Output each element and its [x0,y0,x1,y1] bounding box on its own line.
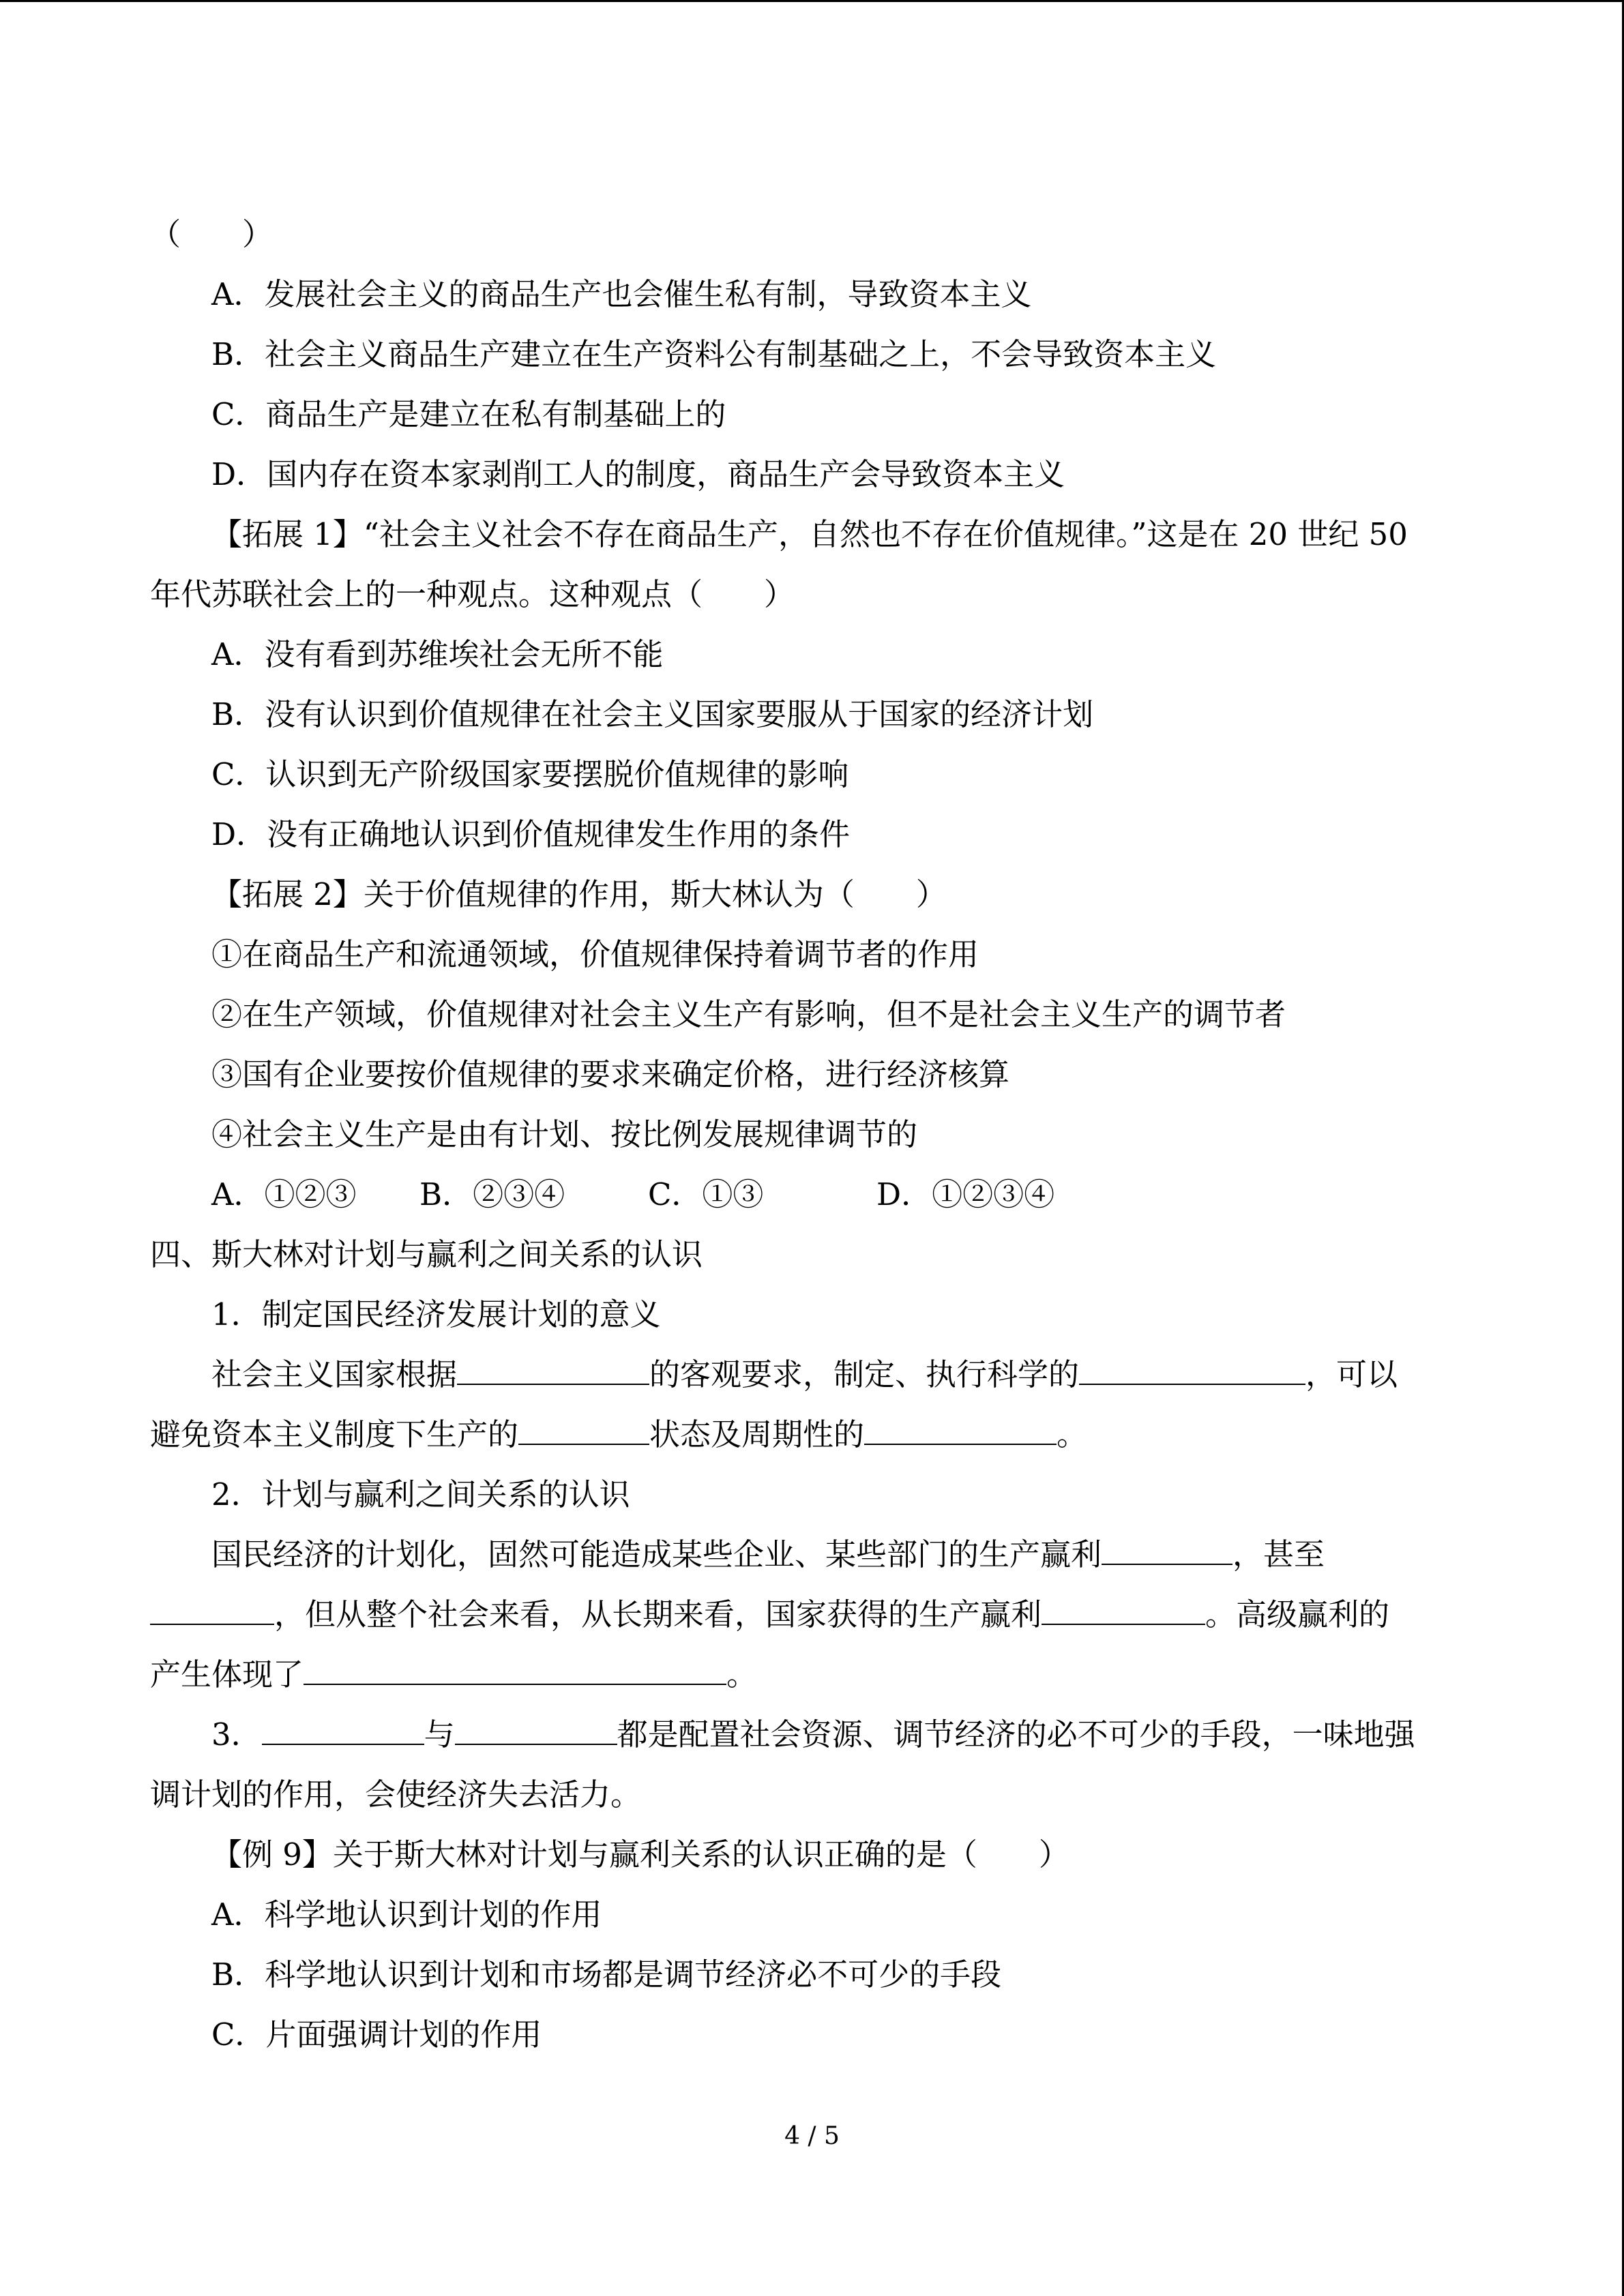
fill-in-paragraph-2-cont: ，但从整个社会来看，从长期来看，国家获得的生产赢利 。高级赢利的 [150,1585,1480,1645]
ex9-option-a: A．科学地认识到计划的作用 [211,1896,602,1933]
ext2-item-2: ②在生产领域，价值规律对社会主义生产有影响，但不是社会主义生产的调节者 [211,996,1286,1032]
fill-in-paragraph-2: 国民经济的计划化，固然可能造成某些企业、某些部门的生产赢利 ，甚至 [150,1525,1480,1585]
fill-in-paragraph-1-cont: 避免资本主义制度下生产的 状态及周期性的 。 [150,1405,1480,1465]
option-c: C．商品生产是建立在私有制基础上的 [211,396,726,432]
ext2-item-4: ④社会主义生产是由有计划、按比例发展规律调节的 [211,1116,918,1152]
ext1-option-a: A．没有看到苏维埃社会无所不能 [211,636,664,672]
blank-5[interactable] [1102,1530,1232,1565]
ext2-choice-c: C．①③ [648,1176,764,1212]
blank-8[interactable] [304,1650,726,1685]
ex9-option-b: B．科学地认识到计划和市场都是调节经济必不可少的手段 [211,1956,1002,1993]
extension-2-stem: 【拓展 2】关于价值规律的作用，斯大林认为（ ） [211,876,947,912]
ext2-choice-a: A．①②③ [211,1176,357,1212]
blank-2[interactable] [1079,1350,1305,1385]
ext2-item-1: ①在商品生产和流通领域，价值规律保持着调节者的作用 [211,936,979,972]
blank-6[interactable] [150,1590,274,1625]
blank-4[interactable] [864,1410,1057,1445]
ext2-choice-d: D．①②③④ [876,1176,1055,1212]
ext2-item-3: ③国有企业要按价值规律的要求来确定价格，进行经济核算 [211,1056,1010,1092]
section-4-heading: 四、斯大林对计划与赢利之间关系的认识 [150,1236,703,1272]
example-9-stem: 【例 9】关于斯大林对计划与赢利关系的认识正确的是（ ） [211,1836,1069,1873]
subsection-1-title: 1．制定国民经济发展计划的意义 [211,1296,661,1332]
ext1-option-d: D．没有正确地认识到价值规律发生作用的条件 [211,816,851,852]
question-paren: （ ） [150,216,274,252]
ext2-choices [150,1165,1480,1225]
blank-1[interactable] [457,1350,649,1385]
fill-in-paragraph-2-end: 产生体现了 。 [150,1645,1480,1705]
blank-9[interactable] [262,1710,424,1745]
fill-in-paragraph-3: 3． 与 都是配置社会资源、调节经济的必不可少的手段，一味地强 [150,1705,1480,1765]
blank-7[interactable] [1042,1590,1205,1625]
top-border [0,0,1624,2]
ext1-option-b: B．没有认识到价值规律在社会主义国家要服从于国家的经济计划 [211,696,1094,732]
ext1-option-c: C．认识到无产阶级国家要摆脱价值规律的影响 [211,756,849,792]
option-d: D．国内存在资本家剥削工人的制度，商品生产会导致资本主义 [211,456,1065,492]
extension-1-stem-cont: 年代苏联社会上的一种观点。这种观点（ ） [150,576,795,612]
extension-1-stem: 【拓展 1】“社会主义社会不存在商品生产，自然也不存在价值规律。”这是在 20 世纪 50 [211,516,1408,552]
page-number: 4 / 5 [784,2122,840,2150]
blank-10[interactable] [455,1710,617,1745]
fill-in-paragraph-1: 社会主义国家根据 的客观要求，制定、执行科学的 ，可以 [150,1345,1480,1405]
subsection-2-title: 2．计划与赢利之间关系的认识 [211,1476,630,1512]
fill-in-paragraph-3-cont: 调计划的作用，会使经济失去活力。 [150,1776,642,1813]
blank-3[interactable] [518,1410,649,1445]
page-content [150,205,1480,2065]
ex9-option-c: C．片面强调计划的作用 [211,2016,542,2053]
ext2-choice-b: B．②③④ [419,1176,565,1212]
option-a: A．发展社会主义的商品生产也会催生私有制，导致资本主义 [211,276,1032,312]
option-b: B．社会主义商品生产建立在生产资料公有制基础之上，不会导致资本主义 [211,336,1217,372]
